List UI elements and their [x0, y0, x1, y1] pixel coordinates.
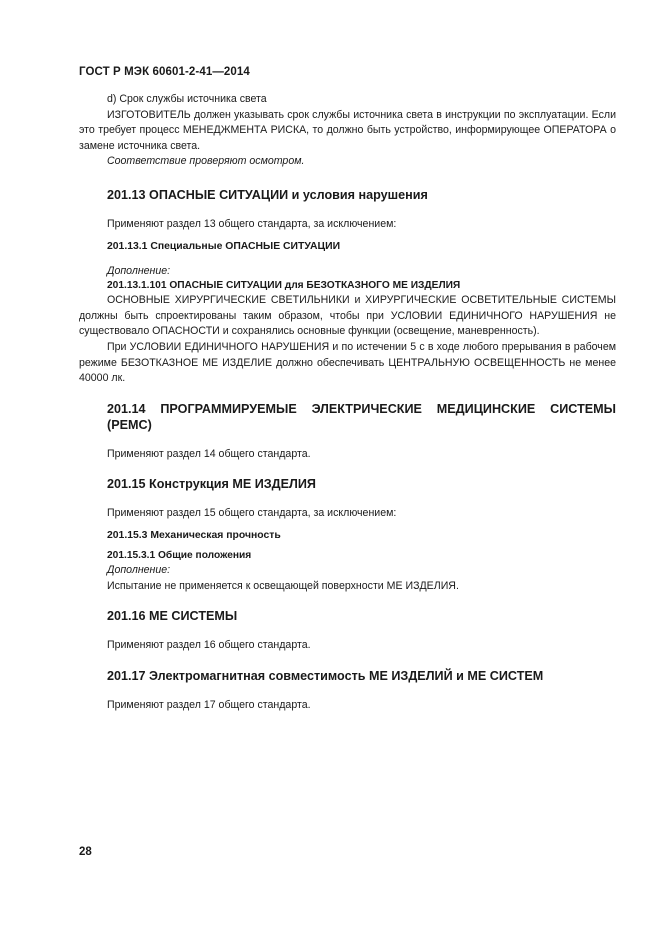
document-header: ГОСТ Р МЭК 60601-2-41—2014 — [79, 66, 250, 78]
section-201-13-addition: Дополнение: — [107, 264, 171, 277]
section-201-15-text: Испытание не применяется к освещающей поверхности МЕ ИЗДЕЛИЯ. — [107, 579, 459, 592]
section-201-15-3-title: 201.15.3 Механическая прочность — [107, 529, 281, 541]
section-201-13-para2: При УСЛОВИИ ЕДИНИЧНОГО НАРУШЕНИЯ и по истечении 5 с в ходе любого прерывания в рабочем режиме БЕЗОТКАЗНОЕ МЕ ИЗДЕЛИЕ должно обеспечивать ЦЕНТРАЛЬНУЮ ОСВЕЩЕННОСТЬ не менее 40000 лк. — [79, 340, 616, 385]
section-201-14-applies: Применяют раздел 14 общего стандарта. — [107, 447, 311, 460]
section-201-15-applies: Применяют раздел 15 общего стандарта, за исключением: — [107, 507, 397, 520]
section-201-15-title: 201.15 Конструкция МЕ ИЗДЕЛИЯ — [107, 477, 316, 492]
page-number: 28 — [79, 846, 92, 858]
item-d-title: d) Срок службы источника света — [107, 93, 267, 105]
section-201-13-1-101-title: 201.13.1.101 ОПАСНЫЕ СИТУАЦИИ для БЕЗОТКАЗНОГО МЕ ИЗДЕЛИЯ — [107, 280, 461, 292]
section-201-13-title: 201.13 ОПАСНЫЕ СИТУАЦИИ и условия нарушения — [107, 187, 428, 202]
section-201-15-addition: Дополнение: — [107, 563, 171, 576]
section-201-16-applies: Применяют раздел 16 общего стандарта. — [107, 639, 311, 652]
section-201-13-1-title: 201.13.1 Специальные ОПАСНЫЕ СИТУАЦИИ — [107, 240, 341, 252]
item-d-text: ИЗГОТОВИТЕЛЬ должен указывать срок службы источника света в инструкции по эксплуатации. Если это требует процесс МЕНЕДЖМЕНТА РИСКА, то должно быть устройство, информирующее ОПЕРАТОРА о замене источника света. — [79, 108, 616, 152]
section-201-15-3-1-title: 201.15.3.1 Общие положения — [107, 549, 252, 561]
section-201-13-applies: Применяют раздел 13 общего стандарта, за исключением: — [107, 217, 397, 230]
section-201-14-title: 201.14 ПРОГРАММИРУЕМЫЕ ЭЛЕКТРИЧЕСКИЕ МЕДИЦИНСКИЕ СИСТЕМЫ (PEMC) — [107, 401, 616, 432]
item-d-compliance: Соответствие проверяют осмотром. — [107, 155, 305, 168]
document-body — [79, 92, 616, 713]
section-201-16-title: 201.16 МЕ СИСТЕМЫ — [107, 609, 238, 624]
section-201-13-para1: ОСНОВНЫЕ ХИРУРГИЧЕСКИЕ СВЕТИЛЬНИКИ и ХИРУРГИЧЕСКИЕ ОСВЕТИТЕЛЬНЫЕ СИСТЕМЫ должны быть спроектированы таким образом, чтобы при УСЛОВИИ ЕДИНИЧНОГО НАРУШЕНИЯ не существовало ОПАСНОСТИ и сохранялись основные функции (освещение, маневренность). — [79, 294, 616, 338]
section-201-17-applies: Применяют раздел 17 общего стандарта. — [107, 698, 311, 711]
section-201-17-title: 201.17 Электромагнитная совместимость МЕ ИЗДЕЛИЙ и МЕ СИСТЕМ — [107, 668, 544, 683]
